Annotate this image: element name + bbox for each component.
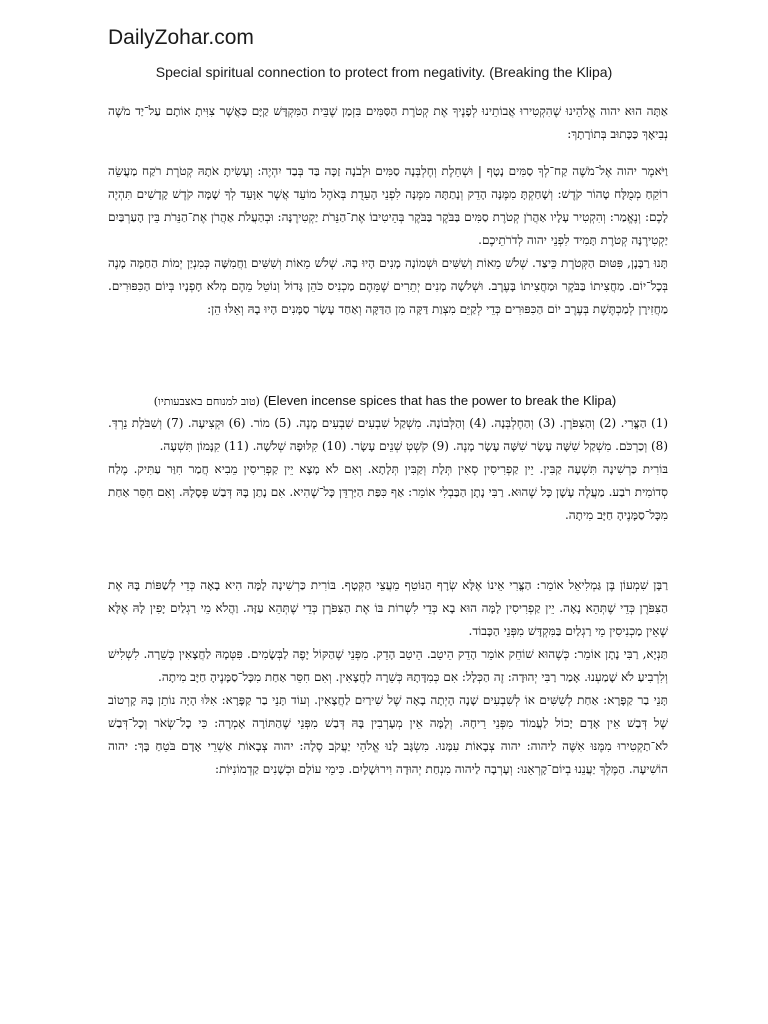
site-title: DailyZohar.com: [108, 26, 254, 49]
intro-block: [108, 100, 668, 146]
torah-block: [108, 160, 668, 321]
spices-heading: [100, 393, 670, 408]
closing-block: [108, 574, 668, 781]
intro-paragraph: אַתָּה הוּא יהוה אֱלֹהֵינוּ שֶׁהִקְטִירוּ אֲבוֹתֵינוּ לְפָנֶיךָ אֶת קְטֹרֶת הַסַּמִּים בִּזְמַן שֶׁבֵּית הַמִּקְדָּשׁ קַיָּם כַּאֲשֶׁר צִוִּיתָ אוֹתָם עַל־יַד מֹשֶׁה נְבִיאָךְ כַּכָּתוּב בְּתוֹרָתָךְ:: [108, 104, 668, 141]
spices-heading-english: (Eleven incense spices that has the power to break the Klipa): [263, 393, 617, 408]
spices-list-paragraph: (1) הַצֳּרִי. (2) וְהַצִּפֹּרֶן. (3) וְהַחֶלְבְּנָה. (4) וְהַלְּבוֹנָה. מִשְׁקַל שִׁבְעִים שִׁבְעִים מָנֶה. (5) מוֹר. (6) וּקְצִיעָה. (7) וְשִׁבֹּלֶת נֵרְדְּ. (8) וְכַרְכֹּם. מִשְׁקַל שִׁשָּׁה עָשָׂר שִׁשָּׁה עָשָׂר מָנֶה. (9) קֹשְׁטְ שְׁנֵים עָשָׂר. (10) קִלּוּפָה שְׁלֹשָׁה. (11) קִנָּמוֹן תִּשְׁעָה.: [108, 416, 669, 453]
boris-paragraph: בּוֹרִית כַּרְשִׁינָה תִּשְׁעָה קַבִּין. יֵין קַפְרִיסִין סְאִין תְּלָת וְקַבִּין תְּלָתָא. וְאִם לֹא מָצָא יֵין קַפְרִיסִין מֵבִיא חֲמַר חִוַּר עַתִּיק. מֶלַח סְדוֹמִית רֹבַע. מַעֲלֶה עָשָׁן כָּל שֶׁהוּא. רַבִּי נָתָן הַבַּבְלִי אוֹמֵר: אַף כִּפַּת הַיַּרְדֵּן כָּל־שֶׁהִיא. אִם נָתַן בָּהּ דְּבַשׁ פְּסָלָהּ. וְאִם חִסֵּר אַחַת מִכָּל־סַמָּנֶיהָ חַיָּב מִיתָה.: [108, 462, 668, 522]
spices-heading-hebrew: (טוב למנוחם באצבעותיו): [153, 395, 260, 408]
closing-paragraph-3: תָּנֵי בַר קַפָּרָא: אַחַת לְשִׁשִּׁים אוֹ לְשִׁבְעִים שָׁנָה הָיְתָה בָאָה שֶׁל שִׁירַיִם לַחֲצָאִין. וְעוֹד תָּנֵי בַר קַפָּרָא: אִלּוּ הָיָה נוֹתֵן בָּהּ קָרְטוֹב שֶׁל דְּבַשׁ אֵין אָדָם יָכוֹל לַעֲמוֹד מִפְּנֵי רֵיחָהּ. וְלָמָּה אֵין מְעָרְבִין בָּהּ דְּבַשׁ מִפְּנֵי שֶׁהַתּוֹרָה אָמְרָה: כִּי כָל־שְׂאֹר וְכָל־דְּבַשׁ לֹא־תַקְטִירוּ מִמֶּנּוּ אִשֶּׁה לַיהוה: יהוה צְבָאוֹת עִמָּנוּ. מִשְׂגָּב לָנוּ אֱלֹהֵי יַעֲקֹב סֶלָה: יהוה צְבָאוֹת אַשְׁרֵי אָדָם בֹּטֵחַ בָּךְ: יהוה הוֹשִׁיעָה. הַמֶּלֶךְ יַעֲנֵנוּ בְיוֹם־קָרְאֵנוּ: וְעָרְבָה לַיהוה מִנְחַת יְהוּדָה וִירוּשָׁלָיִם. כִּימֵי עוֹלָם וּכְשָׁנִים קַדְמוֹנִיּוֹת:: [108, 693, 668, 776]
torah-paragraph: וַיֹּאמֶר יהוה אֶל־מֹשֶׁה קַח־לְךָ סַמִּים נָטָף | וּשְׁחֵלֶת וְחֶלְבְּנָה סַמִּים וּלְבֹנָה זַכָּה בַּד בְּבַד יִהְיֶה: וְעָשִׂיתָ אֹתָהּ קְטֹרֶת רֹקַח מַעֲשֵׂה רוֹקֵחַ מְמֻלָּח טָהוֹר קֹדֶשׁ: וְשָׁחַקְתָּ מִמֶּנָּה הָדֵק וְנָתַתָּה מִמֶּנָּה לִפְנֵי הָעֵדֻת בְּאֹהֶל מוֹעֵד אֲשֶׁר אִוָּעֵד לְךָ שָׁמָּה קֹדֶשׁ קָדָשִׁים תִּהְיֶה לָכֶם: וְנֶאֱמַר: וְהִקְטִיר עָלָיו אַהֲרֹן קְטֹרֶת סַמִּים בַּבֹּקֶר בַּבֹּקֶר בְּהֵיטִיבוֹ אֶת־הַנֵּרֹת יַקְטִירֶנָּה: וּבְהַעֲלֹת אַהֲרֹן אֶת־הַנֵּרֹת בֵּין הָעַרְבַּיִם יַקְטִירֶנָּה קְטֹרֶת תָּמִיד לִפְנֵי יהוה לְדֹרֹתֵיכֶם.: [108, 164, 668, 247]
spices-block: [108, 412, 668, 527]
closing-paragraph-2: תַּנְיָא, רַבִּי נָתָן אוֹמֵר: כְּשֶׁהוּא שׁוֹחֵק אוֹמֵר הָדֵק הֵיטֵב. הֵיטֵב הָדֵק. מִפְּנֵי שֶׁהַקּוֹל יָפֶה לַבְּשָׂמִים. פִּטְּמָהּ לַחֲצָאִין כְּשֵׁרָה. לִשְׁלִישׁ וְלִרְבִיעַ לֹא שָׁמַעְנוּ. אָמַר רַבִּי יְהוּדָה: זֶה הַכְּלָל: אִם כְּמִדָּתָהּ כְּשֵׁרָה לַחֲצָאִין. וְאִם חִסֵּר אַחַת מִכָּל־סַמָּנֶיהָ חַיָּב מִיתָה.: [108, 647, 668, 684]
page-subtitle: Special spiritual connection to protect from negativity. (Breaking the Klipa): [155, 64, 613, 80]
closing-paragraph-1: רַבָּן שִׁמְעוֹן בֶּן גַּמְלִיאֵל אוֹמֵר: הַצֳּרִי אֵינוֹ אֶלָּא שְׂרָף הַנּוֹטֵף מֵעֲצֵי הַקְּטָף. בּוֹרִית כַּרְשִׁינָה לָמָּה הִיא בָאָה כְּדֵי לְשַׁפּוֹת בָּהּ אֶת הַצִּפֹּרֶן כְּדֵי שֶׁתְּהֵא נָאָה. יֵין קַפְרִיסִין לָמָּה הוּא בָא כְּדֵי לִשְׁרוֹת בּוֹ אֶת הַצִּפֹּרֶן כְּדֵי שֶׁתְּהֵא עַזָּה. וַהֲלֹא מֵי רַגְלַיִם יָפִין לָהּ אֶלָּא שֶׁאֵין מַכְנִיסִין מֵי רַגְלַיִם בַּמִּקְדָּשׁ מִפְּנֵי הַכָּבוֹד.: [108, 578, 668, 638]
talmud-paragraph: תָּנוּ רַבָּנָן, פִּטּוּם הַקְּטֹרֶת כֵּיצַד. שְׁלֹשׁ מֵאוֹת וְשִׁשִּׁים וּשְׁמוֹנָה מָנִים הָיוּ בָהּ. שְׁלֹשׁ מֵאוֹת וְשִׁשִּׁים וַחֲמִשָּׁה כְּמִנְיַן יְמוֹת הַחַמָּה מָנֶה בְּכָל־יוֹם. מַחֲצִיתוֹ בַּבֹּקֶר וּמַחֲצִיתוֹ בָּעֶרֶב. וּשְׁלֹשָׁה מָנִים יְתֵרִים שֶׁמֵּהֶם מַכְנִיס כֹּהֵן גָּדוֹל וְנוֹטֵל מֵהֶם מְלֹא חָפְנָיו בְּיוֹם הַכִּפּוּרִים. מַחֲזִירָן לְמַכְתֶּשֶׁת בְּעֶרֶב יוֹם הַכִּפּוּרִים כְּדֵי לְקַיֵּם מִצְוַת דַּקָּה מִן הַדַּקָּה וְאַחַד עָשָׂר סַמָּנִים הָיוּ בָהּ וְאֵלּוּ הֵן:: [108, 256, 668, 316]
